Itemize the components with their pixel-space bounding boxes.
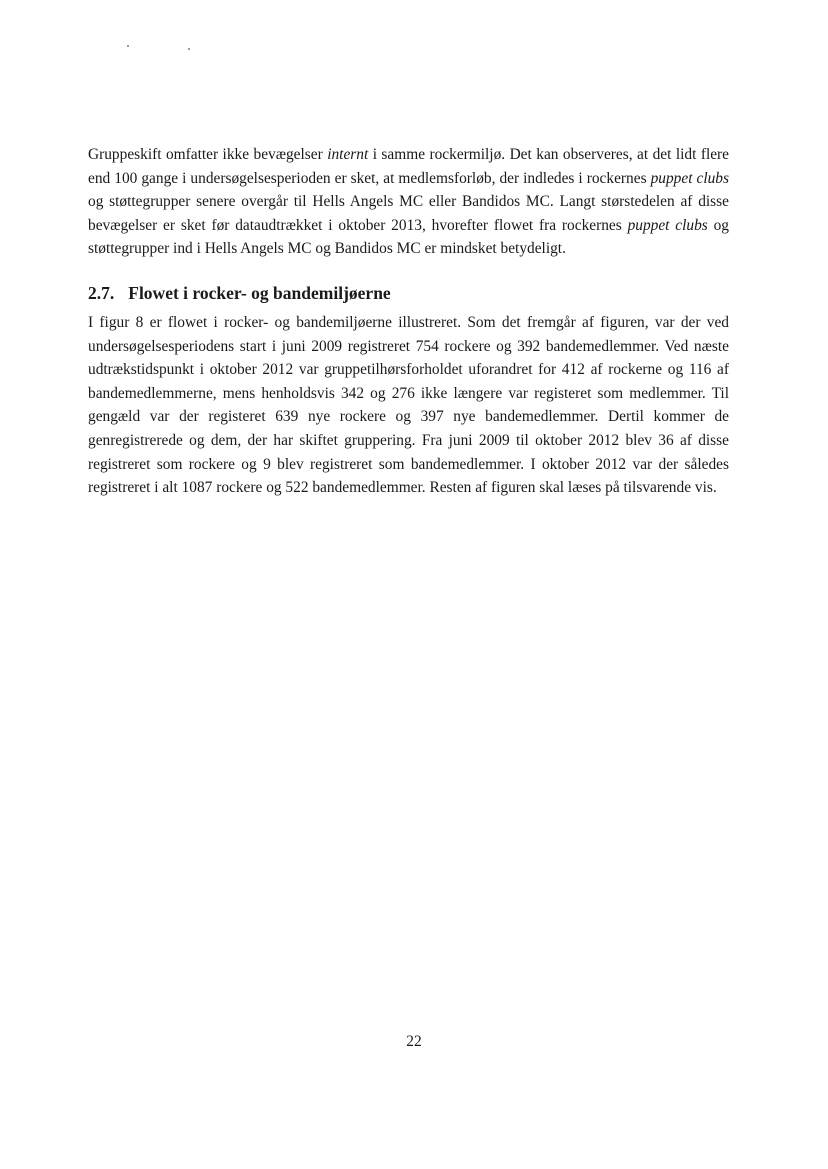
section-number: 2.7. bbox=[88, 283, 115, 303]
paragraph-text: og støttegrupper senere overgår til Hells Angels MC eller Bandidos MC. Langt størstedelen af disse bevægelser er sket før dataudtrækket i oktober 2013, hvorefter flowet fra rockernes bbox=[88, 193, 729, 234]
section-heading bbox=[88, 283, 391, 304]
scan-artifact bbox=[127, 45, 129, 47]
paragraph-text: og støttegrupper ind i Hells Angels MC og Bandidos MC er mindsket betydeligt. bbox=[88, 216, 729, 258]
italic-term: puppet clubs bbox=[627, 216, 708, 234]
body-paragraph-1 bbox=[88, 143, 729, 261]
paragraph-text: i samme rockermiljø. Det kan observeres, at det lidt flere end 100 gange i undersøgelsesperioden er sket, at medlemsforløb, der indledes i rockernes bbox=[88, 146, 730, 187]
page-number: 22 bbox=[406, 1033, 422, 1050]
italic-term: internt bbox=[327, 146, 369, 163]
italic-term: puppet clubs bbox=[650, 169, 729, 187]
scan-artifact bbox=[188, 48, 190, 50]
section-title: Flowet i rocker- og bandemiljøerne bbox=[128, 283, 391, 303]
body-paragraph-2: I figur 8 er flowet i rocker- og bandemiljøerne illustreret. Som det fremgår af figuren, var der ved undersøgelsesperiodens start i juni 2009 registreret 754 rockere og 392 bandemedlemmer. Ved næste udtrækstidspunkt i oktober 2012 var gruppetilhørsforholdet uforandret for 412 af rockerne og 116 af bandemedlemmerne, mens henholdsvis 342 og 276 ikke længere var registeret som medlemmer. Til gengæld var der registeret 639 nye rockere og 397 nye bandemedlemmer. Dertil kommer de genregistrerede og dem, der har skiftet gruppering. Fra juni 2009 til oktober 2012 blev 36 af disse registreret som rockere og 9 blev registreret som bandemedlemmer. I oktober 2012 var der således registreret i alt 1087 rockere og 522 bandemedlemmer. Resten af figuren skal læses på tilsvarende vis. bbox=[88, 314, 729, 497]
paragraph-text: Gruppeskift omfatter ikke bevægelser bbox=[88, 146, 328, 163]
